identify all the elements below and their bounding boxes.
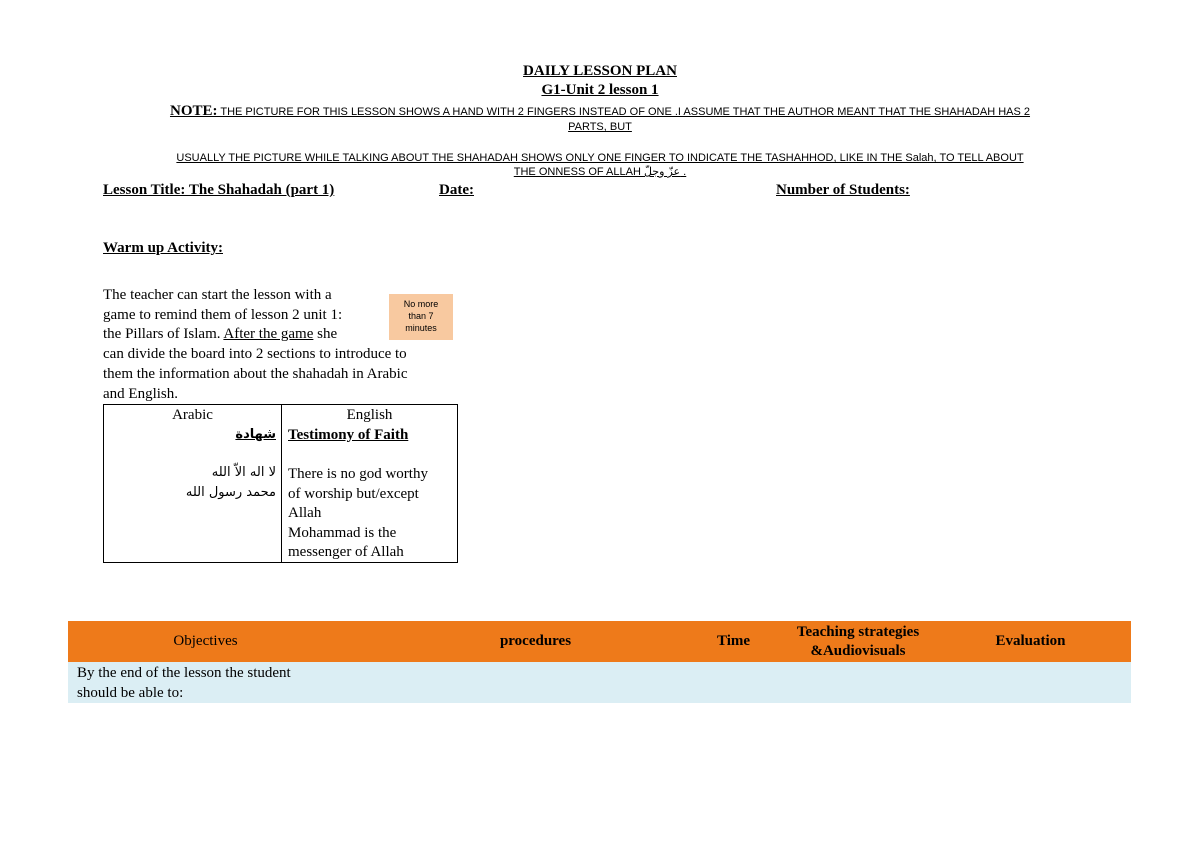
note-text-1a: THE PICTURE FOR THIS LESSON SHOWS A HAND WITH 2 FINGERS INSTEAD OF ONE .I ASSUME THAT THE AUTHOR MEANT THAT THE SHAHADAH HAS 2 <box>217 106 1031 118</box>
arabic-shahadah <box>186 463 276 502</box>
page-title: DAILY LESSON PLAN <box>523 63 677 79</box>
english-shahadah-line: of worship but/except <box>288 485 419 502</box>
note-paragraph-1 <box>100 104 1100 135</box>
objectives-row-text <box>77 664 291 703</box>
objectives-row-line: By the end of the lesson the student <box>77 665 291 681</box>
time-note-line: minutes <box>405 323 437 333</box>
warmup-line: can divide the board into 2 sections to introduce to <box>103 346 407 363</box>
header-teaching-line: &Audiovisuals <box>810 642 906 659</box>
objectives-row-line: should be able to: <box>77 684 184 701</box>
after-the-game-text: After the game <box>223 326 314 343</box>
warmup-line-part: the Pillars of Islam. <box>103 326 224 343</box>
english-shahadah-line: Mohammad is the <box>288 524 397 541</box>
header-teaching-strategies <box>768 621 948 662</box>
header-objectives: Objectives <box>173 633 238 649</box>
time-limit-note <box>389 294 453 340</box>
header-time: Time <box>716 633 751 649</box>
note-paragraph-2 <box>100 151 1100 179</box>
english-shahadah-line: There is no god worthy <box>288 466 428 482</box>
warmup-line: them the information about the shahadah in Arabic <box>103 365 408 382</box>
warmup-line-part: she <box>313 326 338 343</box>
warmup-line: The teacher can start the lesson with a <box>103 287 332 303</box>
students-label: Number of Students: <box>776 182 910 198</box>
english-column-header: English <box>346 407 393 423</box>
header-procedures: procedures <box>499 633 572 649</box>
arabic-shahadah-line: لا اله الاّ الله <box>211 465 276 480</box>
english-shahadah-line: Allah <box>288 505 322 521</box>
date-label: Date: <box>439 182 474 198</box>
lesson-title: Lesson Title: The Shahadah (part 1) <box>103 182 335 198</box>
arabic-shahadah-line: محمد رسول الله <box>185 484 276 500</box>
time-note-line: than 7 <box>408 311 434 321</box>
table-column-divider <box>281 405 282 562</box>
note-text-2b: THE ONNESS OF ALLAH عزّ وجلّ . <box>513 166 687 178</box>
arabic-term: شهادة <box>235 427 276 442</box>
warmup-line: game to remind them of lesson 2 unit 1: <box>103 306 343 323</box>
english-shahadah <box>288 465 428 563</box>
header-evaluation: Evaluation <box>995 633 1066 649</box>
arabic-column-header: Arabic <box>172 407 213 423</box>
warmup-heading: Warm up Activity: <box>103 240 223 256</box>
english-shahadah-line: messenger of Allah <box>288 544 404 560</box>
note-text-2a: USUALLY THE PICTURE WHILE TALKING ABOUT THE SHAHADAH SHOWS ONLY ONE FINGER TO INDICATE THE TASHAHHOD, LIKE IN THE Salah, TO TELL ABOUT <box>176 152 1024 164</box>
note-label: NOTE: <box>169 103 218 119</box>
note-text-1b: PARTS, BUT <box>568 121 632 133</box>
time-note-line: No more <box>403 299 439 309</box>
objectives-table-header <box>68 621 1131 662</box>
english-term: Testimony of Faith <box>288 427 409 443</box>
warmup-line: and English. <box>103 385 178 402</box>
page-subtitle: G1-Unit 2 lesson 1 <box>541 82 659 98</box>
vocabulary-table <box>103 404 458 563</box>
header-teaching-line: Teaching strategies <box>796 623 920 640</box>
